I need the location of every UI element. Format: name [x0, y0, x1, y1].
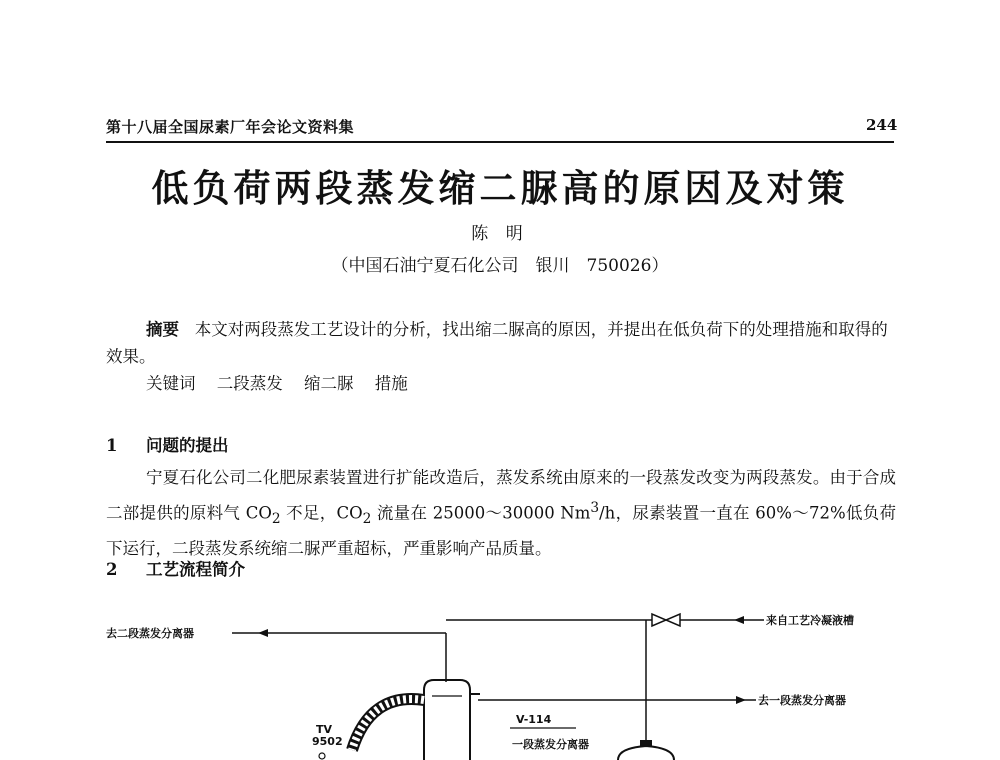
section-title: 工艺流程简介 — [146, 560, 245, 579]
keyword-item: 缩二脲 — [304, 374, 354, 393]
keywords-label: 关键词 — [146, 374, 196, 393]
instrument-icon — [319, 753, 325, 759]
running-header-title: 第十八届全国尿素厂年会论文资料集 — [106, 118, 355, 136]
separator-vessel — [424, 680, 470, 760]
keyword-item: 措施 — [374, 374, 408, 393]
section-heading — [106, 432, 229, 456]
section-heading — [106, 556, 245, 580]
vessel-name: 一段蒸发分离器 — [512, 738, 589, 751]
keyword-item: 二段蒸发 — [216, 374, 283, 393]
arrow-right-icon — [736, 696, 746, 704]
keywords — [146, 370, 424, 394]
arrow-left-icon — [734, 616, 744, 624]
abstract-label: 摘要 — [146, 320, 179, 339]
abstract — [106, 316, 896, 370]
section-title: 问题的提出 — [146, 436, 229, 455]
valve-tag-number: 9502 — [312, 735, 343, 748]
section-number: 2 — [106, 560, 118, 579]
valve-tag: TV — [316, 723, 333, 736]
valve-icon — [652, 614, 666, 626]
paper-title: 低负荷两段蒸发缩二脲高的原因及对策 — [151, 166, 849, 210]
process-flow-diagram — [0, 600, 1000, 760]
vessel-tag: V-114 — [516, 713, 552, 726]
author: 陈 明 — [471, 224, 529, 244]
label-from-condensate-tank: 来自工艺冷凝液槽 — [766, 614, 854, 627]
section-paragraph: 宁夏石化公司二化肥尿素装置进行扩能改造后，蒸发系统由原来的一段蒸发改变为两段蒸发。由于合成二部提供的原料气 $CO_2$ 不足，$CO_2$ 流量在 25000～30000 Nm$^3$/h，尿素装置一直在 60%～72%低负荷下运行，二段蒸发系统缩二脲严重超标，严重影响产品质量。 — [106, 468, 897, 558]
abstract-text: 本文对两段蒸发工艺设计的分析，找出缩二脲高的原因，并提出在低负荷下的处理措施和取得的效果。 — [106, 320, 888, 366]
affiliation: （中国石油宁夏石化公司 银川 750026） — [331, 256, 669, 276]
page-number: 244 — [866, 116, 898, 134]
label-to-first-separator: 去一段蒸发分离器 — [758, 694, 846, 707]
arrow-left-icon — [258, 629, 268, 637]
condensate-tank — [618, 746, 674, 760]
label-to-second-separator: 去二段蒸发分离器 — [106, 627, 194, 640]
section-number: 1 — [106, 436, 118, 455]
header-rule — [106, 141, 894, 143]
